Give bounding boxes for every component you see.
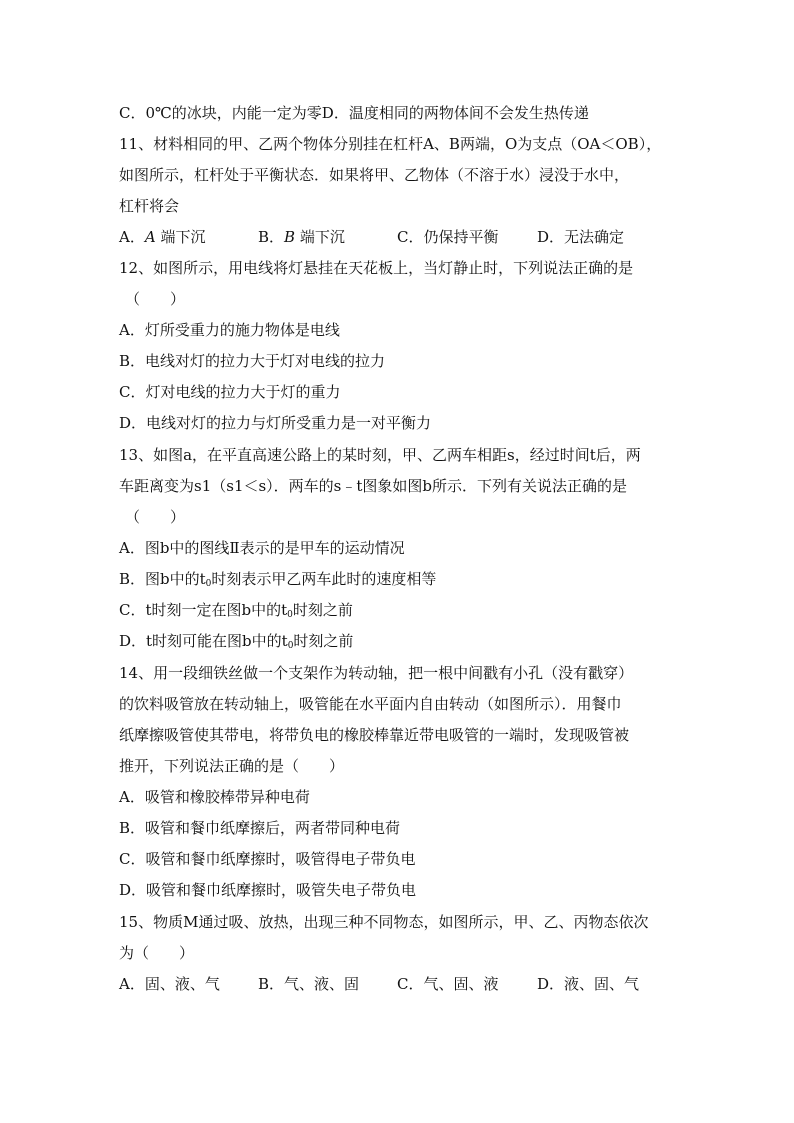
q13-option-b-text-1: B．图b中的t <box>119 570 206 588</box>
q11-option-b-text: 端下沉 <box>295 228 345 246</box>
q13-option-d <box>119 631 353 656</box>
q13-option-c-text-1: C．t时刻一定在图b中的t <box>119 601 288 619</box>
q12-option-a: A．灯所受重力的施力物体是电线 <box>119 321 340 339</box>
q15-option-a: A．固、液、气 <box>119 975 220 993</box>
q13-stem-line-2: 车距离变为s1（s1＜s）．两车的s﹣t图象如图b所示．下列有关说法正确的是 <box>119 477 628 495</box>
q11-option-b-letter: B <box>284 228 296 246</box>
q13-option-d-text-2: 时刻之前 <box>293 632 354 650</box>
q13-option-b <box>119 569 436 594</box>
q14-option-d: D．吸管和餐巾纸摩擦时，吸管失电子带负电 <box>119 881 417 899</box>
q13-option-a: A．图b中的图线Ⅱ表示的是甲车的运动情况 <box>119 539 405 557</box>
q13-option-c <box>119 600 353 625</box>
q11-stem-line-2: 如图所示，杠杆处于平衡状态．如果将甲、乙物体（不溶于水）浸没于水中， <box>119 166 630 184</box>
q14-stem-line-2: 的饮料吸管放在转动轴上，吸管能在水平面内自由转动（如图所示）．用餐巾 <box>119 695 622 713</box>
q14-stem-line-3: 纸摩擦吸管使其带电，将带负电的橡胶棒靠近带电吸管的一端时，发现吸管被 <box>119 726 630 744</box>
q13-option-b-text-2: 时刻表示甲乙两车此时的速度相等 <box>211 570 437 588</box>
q12-stem-line-1: 12、如图所示，用电线将灯悬挂在天花板上，当灯静止时，下列说法正确的是 <box>119 259 634 277</box>
q14-option-a: A．吸管和橡胶棒带异种电荷 <box>119 788 310 806</box>
q11-stem-line-1: 11、材料相同的甲、乙两个物体分别挂在杠杆A、B两端，O为支点（OA＜OB）， <box>119 135 662 153</box>
q13-stem-line-1: 13、如图a，在平直高速公路上的某时刻，甲、乙两车相距s，经过时间t后，两 <box>119 446 641 464</box>
q14-stem-line-1: 14、用一段细铁丝做一个支架作为转动轴，把一根中间戳有小孔（没有戳穿） <box>119 664 634 682</box>
q14-option-b: B．吸管和餐巾纸摩擦后，两者带同种电荷 <box>119 819 401 837</box>
q11-stem-line-3: 杠杆将会 <box>119 197 180 215</box>
q13-option-d-subscript: 0 <box>287 641 294 651</box>
q10-option-cd: C．0℃的冰块，内能一定为零D．温度相同的两物体间不会发生热传递 <box>119 104 589 122</box>
q11-option-a <box>119 227 205 247</box>
q15-option-c: C．气、固、液 <box>397 975 499 993</box>
q14-stem-line-4: 推开，下列说法正确的是（ ） <box>119 757 345 775</box>
q15-stem-line-2: 为（ ） <box>119 944 195 962</box>
q11-option-d: D．无法确定 <box>537 228 625 246</box>
q12-option-b: B．电线对灯的拉力大于灯对电线的拉力 <box>119 352 386 370</box>
q11-option-b <box>258 227 345 247</box>
q11-option-c: C．仍保持平衡 <box>397 228 499 246</box>
q12-answer-bracket: （ ） <box>125 290 186 308</box>
q11-option-a-prefix: A． <box>119 228 145 246</box>
q15-stem-line-1: 15、物质M通过吸、放热，出现三种不同物态，如图所示，甲、乙、丙物态依次 <box>119 913 649 931</box>
q14-option-c: C．吸管和餐巾纸摩擦时，吸管得电子带负电 <box>119 850 416 868</box>
q13-option-d-text-1: D．t时刻可能在图b中的t <box>119 632 288 650</box>
q13-option-c-text-2: 时刻之前 <box>292 601 353 619</box>
q12-option-c: C．灯对电线的拉力大于灯的重力 <box>119 383 341 401</box>
q12-option-d: D．电线对灯的拉力与灯所受重力是一对平衡力 <box>119 414 432 432</box>
q11-option-a-letter: A <box>144 228 156 246</box>
q11-option-b-prefix: B． <box>258 228 285 246</box>
q15-option-d: D．液、固、气 <box>537 975 640 993</box>
q13-option-b-subscript: 0 <box>205 579 212 589</box>
q15-option-b: B．气、液、固 <box>258 975 360 993</box>
q11-option-a-text: 端下沉 <box>155 228 206 246</box>
q13-answer-bracket: （ ） <box>125 508 186 526</box>
q13-option-c-subscript: 0 <box>287 610 293 620</box>
